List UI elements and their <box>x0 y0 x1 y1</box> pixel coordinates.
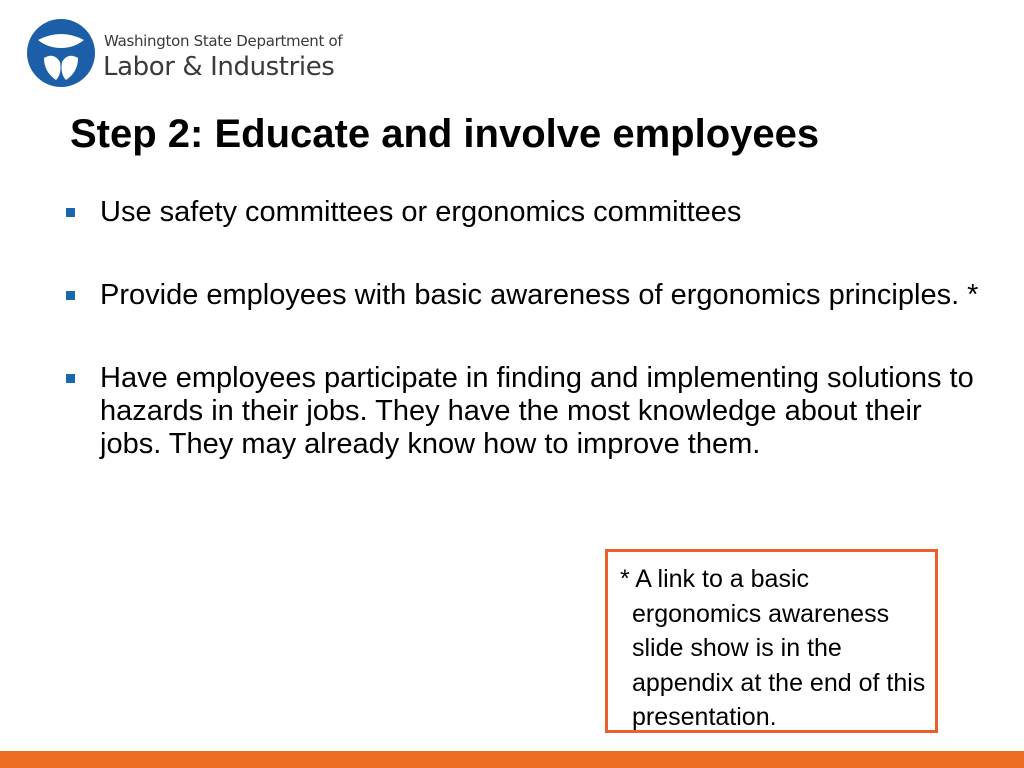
bullet-item-participation <box>62 362 982 461</box>
square-bullet-icon <box>66 208 75 217</box>
bullet-text: Use safety committees or ergonomics committees <box>100 196 742 228</box>
bullet-text: Have employees participate in finding and implementing solutions to hazards in their jobs. They have the most knowledge about their jobs. They may already know how to improve them. <box>100 362 974 460</box>
agency-seal-icon <box>26 18 96 88</box>
agency-name-line1: Washington State Department of <box>104 32 343 50</box>
slide-title: Step 2: Educate and involve employees <box>70 112 820 156</box>
bottom-accent-bar <box>0 751 1024 768</box>
footnote-text: * A link to a basic ergonomics awareness slide show is in the appendix at the end of this presentation. <box>620 565 926 731</box>
square-bullet-icon <box>66 291 75 300</box>
footnote-box <box>605 549 938 733</box>
square-bullet-icon <box>66 374 75 383</box>
bullet-item-committees <box>62 196 982 229</box>
bullet-item-awareness <box>62 279 982 312</box>
agency-name-line2: Labor & Industries <box>103 52 335 82</box>
bullet-text: Provide employees with basic awareness of ergonomics principles. * <box>100 279 979 311</box>
agency-logo <box>26 18 346 88</box>
bullet-list <box>62 196 982 511</box>
